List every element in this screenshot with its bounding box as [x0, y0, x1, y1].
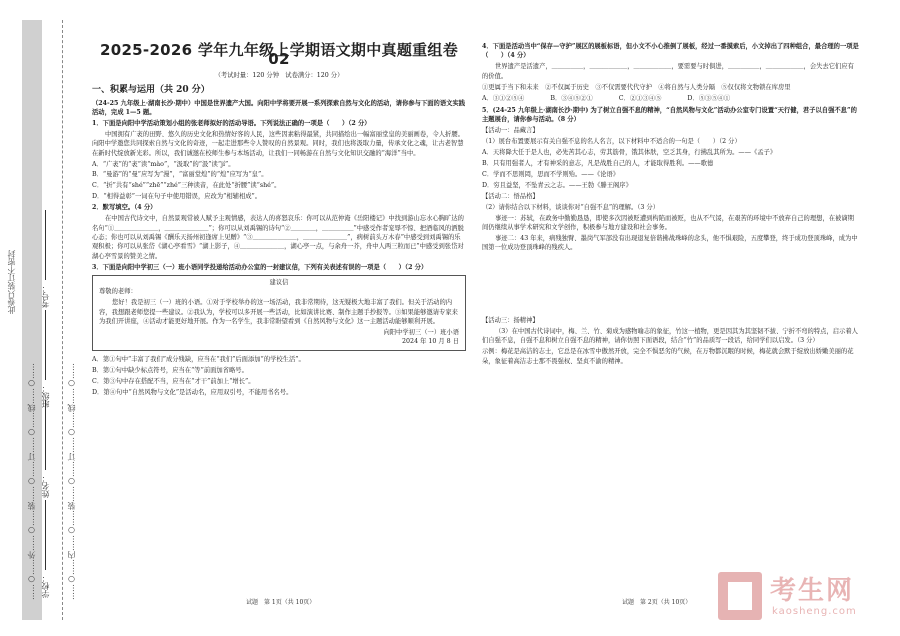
activity-2-heading: 【活动二：悟品格】 [482, 192, 539, 200]
activity-2-question: （2）请你结合以下材料，谈谈你对“自强不息”的理解。（3 分） [482, 203, 660, 211]
question-4: 4．下面是活动当中“保存—守护”展区的展板标语，但小文不小心推倒了展板，经过一番摸索后，小文掉出了四种组合，最合理的一项是（ ）（4 分） [482, 43, 859, 60]
letter-signature: 向阳中学初三（一）班小语 [383, 329, 459, 337]
right-column [482, 42, 860, 368]
question-4-option: D．⑤③⑤④① [687, 94, 731, 102]
section-heading: 一、积累与运用（共 20 分） [92, 85, 210, 96]
activity-1-option: C．学而不思则罔，思而不学则殆。——《论语》 [482, 170, 620, 178]
activity-3-heading: 【活动三：扬精神】 [482, 317, 539, 325]
exam-number-field[interactable] [40, 210, 51, 308]
activity-3-question: （3）在中国古代诗词中，梅、兰、竹、菊成为感物喻志的象征，竹这一植物，更是因其为其坚韧不拔、宁折不弯的特点，启示着人们自强不息，自强不息和树立自强不息的精神，请你仿照下面语段，结合“竹”的品质写一段话，给同学们以启发。（3 分） [482, 328, 858, 345]
letter-greeting: 尊敬的老师： [99, 288, 137, 296]
activity-1-option: D．穷且益坚，不坠青云之志。——王勃《滕王阁序》 [482, 181, 632, 189]
binding-cut-line [62, 20, 63, 620]
binding-inner-text: ……○……内……○……装……○……订……○……线……○…… [67, 363, 76, 600]
activity-3-example: 示例：梅花是高洁的志士，它总是在冰雪中傲然开放，完全不惧恶劣的气候，在万物都沉眠的时候，梅花就会默于绽放出娇嫩美丽的花朵，象征着高洁志士那不畏强权、坚贞不渝的精神。 [482, 348, 854, 365]
exam-subtitle: （考试时量：120 分钟 试卷满分：120 分） [214, 71, 344, 79]
school-field[interactable] [40, 500, 51, 598]
question-3-option: D．第④句中“自然风物与文化”是活动名，应用双引号，不能用书名号。 [92, 388, 293, 396]
activity-1-option: A．天将降大任于是人也，必先苦其心志，劳其筋骨，饿其体肤，空乏其身，行拂乱其所为。——《孟子》 [482, 149, 777, 157]
page-footer-left: 试题 第 1页（共 10页） [246, 599, 316, 606]
class-label: 班级： [41, 384, 50, 408]
page-footer-right: 试题 第 2页（共 10页） [622, 599, 692, 606]
activity-2-story-2: 事迹二：43 年来，病残独臂、墨岗气军部没有出现退复倍谐拂战珠峰的念头，他不惧艰险，五度攀登，终于成功登顶珠峰，成为中国第一位成功登顶珠峰的残疾人。 [482, 234, 858, 252]
left-column [92, 38, 466, 399]
exam-number-label: 考号： [41, 284, 50, 308]
question-1-passage: 中国拥有广袤的田野、悠久的历史文化和热情好客的人民，这些因素粘得最紧，共同描绘出一幅富丽堂皇的美丽画卷，令人折腰。向阳中学邀您共同探索自然与文化的奇迹，一起走进那些令人赞叹的自然景观。同时，我们也将汲取力量，传承文化之魂，让古老智慧在新时代绽放新光彩。所以，我们诚邀在校师生参与本场活动，让我们一同畅游在自然与文化知识交融的“海洋”当中。 [92, 130, 464, 157]
suggestion-letter [92, 275, 466, 351]
watermark-name: 考生网 [770, 576, 855, 606]
binding-outer-text: ……○……外……○……装……○……订……○……线……○…… [27, 363, 36, 600]
question-3: 3．下面是向阳中学初三（一）班小语同学投递给活动办公室的一封建议信，下列有关表述有误的一项是（ ）（2 分） [92, 263, 428, 271]
activity-1-heading: 【活动一：品藏言】 [482, 127, 539, 135]
question-2-passage: 在中国古代诗文中，自然景观常被人赋予主观情感，表达人的喜怒哀乐：你可以从范仲淹《岳阳楼记》中找到游山忘水心胸旷达的名句“①＿＿＿＿＿＿＿，＿＿＿＿＿＿＿”；你可以从刘禹锡的诗句“②＿＿＿＿，＿＿＿＿＿”中感受作者宠辱不惊、把酒临风的洒脱心态；你也可以从刘禹锡《酬乐天扬州初逢席上见赠》“③＿＿＿＿＿＿＿，＿＿＿＿＿＿＿”，病树前头万木春”中感受到刘禹锡的乐观积极；你可以从张岱《湖心亭看雪》“湖上影子，④＿＿＿＿＿＿＿，湖心亭一点，与余舟一芥，舟中人两三粒而已”中感受到张岱对湖心亭雪景的赞美之情。 [92, 215, 464, 260]
question-2: 2．默写填空。（4 分） [92, 204, 157, 212]
letter-body: 您好！我是初三（一）班的小语。①对于学校举办的这一场活动，我非常期待，这无疑极大地丰富了我们。但关于活动的内容，我想跟老师您提一些建议。②我认为，学校可以多开展一些活动，比如演讲比赛、制作主题手抄报等。③如果能够邀请专家来为我们开讲座，④活动才能更好地开展。作为一名学生，我非常盼望看到《自然风物与文化》这一主题活动能够顺利开展。 [99, 299, 458, 326]
question-4-passage: 世界遗产是活遗产，＿＿＿＿＿，＿＿＿＿＿＿，＿＿＿＿＿＿，要需要与时俱进，＿＿＿＿＿，＿＿＿＿＿＿，会失去它们应有的价值。 [482, 63, 854, 80]
question-1-option: D．“相得益彰”一词在句子中使用错误，应改为“相辅相成”。 [92, 193, 262, 201]
section-intro: （24-25 九年级上·湖南长沙·期中）中国是世界遗产大国。向阳中学将要开展一系列探索自然与文化的活动，请你参与下面的语文实践活动，完成 1—5 题。 [92, 99, 466, 117]
activity-1-question: （1）展台布置要展示有关自强不息的名人名言，以下材料中不适合的一句是（ ）（2 分） [482, 138, 741, 146]
question-4-option: B．③④⑤②① [550, 94, 593, 102]
activity-2-story-1: 事迹一：苏轼，在政务中勤勤恳恳，即使多次因被贬遭到构陷而被贬，也从不气馁，在艰苦的环境中不放弃自己的理想，在被谪期间仍继续从事学术研究和文学创作，积极参与地方建设和社会事务。 [482, 214, 854, 231]
binding-note: 此卷只装订不密封 [7, 250, 16, 314]
name-label: 姓名： [41, 474, 50, 498]
question-4-option: A．③①②⑤④ [482, 94, 525, 102]
letter-date: 2024 年 10 月 8 日 [402, 338, 459, 346]
question-4-items: ①更属于当下和未来 ②不仅属于历史 ③不仅需要代代守护 ④将自然与人类分隔 ⑤仅仅将文物锁在库房里 [482, 83, 791, 91]
question-3-option: A．第①句中“丰富了我们”成分残缺，应当在“我们”后面添加“的学校生活”。 [92, 355, 305, 363]
letter-title: 建议信 [269, 279, 289, 287]
answer-space[interactable] [482, 254, 860, 316]
exam-title: 2025-2026 学年九年级上学期语文期中真题重组卷 02 [99, 41, 459, 69]
question-1: 1．下面是向阳中学活动策划小组的张老师拟好的活动导语。下列说法正确的一项是（ ）（2 分） [92, 119, 371, 127]
question-4-option: C．②①③④⑤ [618, 94, 662, 102]
question-3-option: B．第①句中缺少标点符号，应当在“等”前面加省略号。 [92, 366, 248, 374]
class-field[interactable] [40, 310, 51, 408]
question-4-options [482, 94, 860, 103]
watermark [718, 570, 888, 628]
kaosheng-logo-icon [718, 572, 762, 620]
question-1-option: B．“曼游”的“曼”应写为“漫”，“富丽堂煌”的“煌”应写为“皇”。 [92, 171, 268, 179]
school-label: 学校： [41, 574, 50, 598]
name-field[interactable] [40, 400, 51, 498]
question-3-option: C．第③句中存在搭配不当，应当在“才干”前加上“增长”。 [92, 377, 255, 385]
question-1-option: C．“折”共有“shé”“zhē”“zhé”三种读音，在此处“折腰”读“shé”。 [92, 182, 281, 190]
watermark-site: kaosheng.com [772, 606, 857, 617]
question-5: 5．(24-25 九年级上·湖南长沙·期中) 为了树立自强不息的精神，“自然风物与文化”活动办公室专门设置“天行健，君子以自强不息”的主题展台，请你参与活动。（8 分） [482, 106, 857, 124]
question-1-option: A．“广袤”的“袤”读“mào”，“汲取”的“汲”读“jí”。 [92, 160, 235, 168]
activity-1-option: B．只有用强者人，才有神采的意志，凡是战胜自己的人，才能取得胜利。——歌德 [482, 159, 714, 167]
